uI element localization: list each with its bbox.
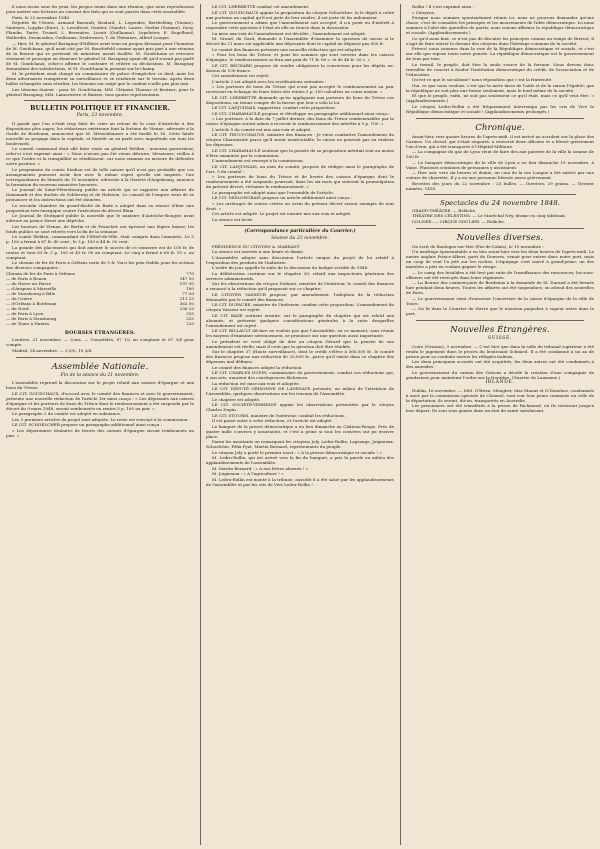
paragraph: Les témoins étaient : pour M. Goudchaux, MM. Clément Thomas et Kestner; pour le général Baraguay, MM. Lamoricière et Batiste, tous quatre représentants.	[6, 86, 194, 97]
paragraph: Le paragraphe 2 du comité est adopté en substance.	[12, 411, 122, 417]
column-1	[6, 4, 194, 845]
paragraph: Coire (Grisons), 3 novembre. — C'est hier que dans la salle du tribunal supérieur a été rendu le jugement dans le procès du lieutenant Schmied. Il a été condamné à un an de prison pour sa conduite envers les réfugiés italiens.	[406, 343, 594, 359]
paragraph: Cet article est adopté. Le projet est ensuite mis aux voix et adopté.	[212, 211, 352, 216]
paragraph: LE CIT. SOCIÉTÉ-VERHEIDE appuie les observations présentées par le citoyen Charles Dupin.	[206, 402, 394, 413]
paragraph: COLISÉE. — CIRQUE GOULIER. — Relâche.	[412, 218, 505, 224]
rail-line-price: 325	[186, 316, 194, 321]
rail-line-name: — de Strasbourg à Bâle	[6, 291, 56, 296]
paragraph: Oui, ce que nous voulons, c'est que la mère fasse de l'aide et de la raison l'égalité; que la république ne soit plus une forme seulement, mais le fond même de la société.	[406, 82, 594, 93]
rail-line-name: — d'Avignon à Marseille	[6, 286, 57, 291]
paragraph: Le banquet de la presse démocratique a eu lieu dimanche au Château-Rouge. Près de quatre mille convives y assistaient, et c'est à peine si tous les convives ont pu trouver place.	[206, 423, 394, 439]
rail-line-price: 77 50	[182, 291, 194, 296]
paragraph: LE CIT. BILLAULT déclare ne vouloir pas que l'Assemblée, en ce moment, sans réunir les moyens d'examiner sérieusement, se prononce sur une question aussi importante.	[206, 328, 394, 339]
paragraph: Madrid, 14 novembre. — 3 0/0, 19 3/4.	[12, 347, 93, 353]
paragraph: Le Journal de Saint-Pétersbourg publie un article qui se rapporte aux affaires du Danemark et des duchés de Schleswig et de Holstein. Le conseil de l'empire vient de se prononcer et les instructions ont été données.	[6, 187, 194, 202]
rail-line-price: 347 50	[179, 276, 194, 281]
paragraph: LE CITOYEN VASSEUR propose, par amendement, l'adoption de la réduction demandée par le comité des finances.	[206, 291, 394, 302]
paragraph: L'Assemblée adopte sans discussion l'article unique du projet de loi relatif à l'exposition des produits de l'industrie.	[206, 254, 394, 265]
paragraph: LE CIT. LANJUINAIS, au nom du comité, propose de rédiger ainsi le paragraphe de l'art. 5 du comité :	[206, 163, 394, 174]
irlande-paragraphs	[406, 388, 594, 414]
paragraph: LE CIT. GOUDCHAUX, d'accord avec le comité des finances et avec le gouvernement, présente une nouvelle rédaction de l'article 1er ainsi conçu : « Les déposants aux caisses d'épargne et les porteurs de bons du Trésor dont le remboursement a été suspendu par le décret du 9 mars 1848, seront remboursés en rentes 5 p. 100 au pair. »	[6, 390, 194, 411]
rail-line-price: 770	[186, 271, 194, 276]
paragraph: Le gouvernement a admis que l'amendement soit accepté; il n'a point eu d'intérêt à reprendre cette question à l'état où elle se trouve dans la discussion.	[206, 20, 394, 30]
paragraph: LE CIT. CHARAMAULE soutient que la pensée de sa proposition méritait tout au moins d'être examinée par la commission.	[206, 147, 394, 158]
paragraph: Les 3 premiers articles du projet sont adoptés. Le reste est renvoyé à la commission.	[12, 416, 189, 422]
column-3	[400, 4, 594, 845]
paragraph: La délibération continue sur le chapitre 30, relatif aux inspecteurs généraux des services administratifs.	[206, 270, 394, 281]
paragraph: LE CIT. STOURM, ministre de l'intérieur, combat les réductions.	[212, 412, 346, 418]
rail-line-price: 336 25	[179, 306, 194, 311]
paragraph: « Les porteurs de bons du Trésor qui n'ont pas accepté le remboursement au pair recevront en échange de leurs titres des rentes 5 p. 100 calculées au cours moyen. »	[206, 84, 394, 94]
paragraph: « Les arrérages de rentes créées en vertu du présent décret seront exempts de tout droit. »	[206, 200, 394, 211]
paragraph: Les bourses de Vienne, de Berlin et de Francfort ont éprouvé une légère baisse; les fonds publics se sont relevés vers la fin de la semaine.	[6, 223, 194, 234]
paragraph: Rollin ! Il s'est exprimé ainsi :	[412, 4, 474, 9]
rail-line-price: 220	[186, 321, 194, 326]
rail-line-price: 335	[186, 311, 194, 316]
divider	[424, 194, 576, 195]
paragraph: Sur le chapitre 37 (Haute surveillance), dont le crédit s'élève à 560,000 fr., le comité des finances propose une réduction de 20,000 fr., parce qu'il existe dans ce chapitre des dépenses mal définies.	[206, 349, 394, 365]
bulletin-date: Paris, 23 novembre.	[76, 112, 124, 118]
paragraph: Recettes des jours du 22 novembre : 23 bulles. — Ouvriers, 29 grains. — Dernier numéro, 1418.	[406, 180, 594, 191]
rail-line-price: 211 25	[179, 296, 194, 301]
divider	[416, 118, 584, 119]
paragraph: — Le camp des Invalides a été levé par suite de l'insuffisance des ressources; les sous-officiers ont été renvoyés dans leurs régiments.	[406, 269, 594, 280]
diverses-title: Nouvelles diverses.	[456, 232, 544, 243]
divider	[16, 357, 184, 358]
paragraph: — Le banquet démocratique de la ville de Lyon a eu lieu dimanche 19 novembre, à Vaise. Plusieurs centaines de personnes y assistaient.	[406, 159, 594, 170]
paragraph: M. Ledru-Rollin, qui est arrivé vers la fin du banquet, a pris la parole au milieu des applaudissements de l'assemblée.	[206, 455, 394, 466]
suisse-paragraphs	[406, 344, 594, 380]
foreign-bourses-paragraphs	[6, 337, 194, 353]
paragraph: THÉÂTRE DES CÉLESTINS. — Le Maréchal Ney, drame en cinq tableaux.	[412, 213, 566, 218]
paragraph: L'ordre du jour appelle la suite de la discussion du budget rectifié de 1848.	[212, 265, 369, 271]
paragraph: — La Bourse des commerçants de Bordeaux à la demande de M. Durand a été fermée hier pendant deux heures. Toutes les affaires ont été suspendues; on attend des nouvelles de Paris.	[406, 280, 594, 295]
foreign-bourses-title: BOURSES ÉTRANGÈRES.	[64, 330, 136, 336]
paragraph: LE CIT. BÉCHARD propose de rendre obligatoire la conversion pour les dépôts au-dessus de 100 francs.	[206, 62, 394, 73]
paragraph: LE CIT. LHERBETTE combat cet amendement.	[212, 4, 310, 9]
paragraph: M. Grand, du Gard, demande à l'Assemblée d'examiner la question de savoir si le décret du 21 mars est applicable aux déposants dont le capital ne dépasse pas 500 fr.	[206, 36, 394, 46]
paragraph: Le paragraphe est adopté ainsi que l'ensemble de l'article.	[212, 189, 334, 195]
paragraph: Ce qu'il nous faut, ce n'est pas de discuter les principes comme au temps de Brissot; il s'agit de faire entrer le dernier des citoyens dans l'héritage commun de la société.	[406, 35, 594, 46]
paragraph: Les deux principaux accusés ont été acquittés; les deux autres ont été condamnés à des amendes.	[406, 359, 594, 370]
paragraph: Et que le peuple, enfin, ne soit pas seulement ce qu'il était, mais ce qu'il veut être. » (Applaudissements.)	[406, 93, 594, 103]
paragraph: PRÉSIDENCE DU CITOYEN A. MARRAST.	[212, 243, 301, 249]
paragraph: L'article 2 est adopté avec les rectifications suivantes :	[212, 78, 327, 84]
paragraph: Parmi les assistants on remarquait les citoyens Joly, Ledru-Rollin, Lagrange, Joigneaux, Schoelcher, Félix Pyat, Martin Bernard, représentants du peuple.	[206, 439, 394, 450]
paragraph: Paris, le 23 novembre 1848.	[12, 14, 71, 20]
paragraph: Frères! nous sommes dans la voie de la République démocratique et sociale, et c'est sur elle que repose toute notre pensée. La république démocratique est le gouvernement de tous par tous.	[406, 46, 594, 61]
paragraph: LE CIT. LANJUINAIS, rapporteur, combat cette proposition.	[212, 105, 337, 110]
paragraph: LE CIT. LHERBETTE demande qu'en appliquant aux porteurs de bons du Trésor ces dispositions, on tienne compte de la faveur que leur a valu la loi.	[206, 94, 394, 105]
diverses-paragraphs	[406, 244, 594, 317]
paragraph: LE CIT. CHARAMAULE propose et développe un paragraphe additionnel ainsi conçu :	[212, 110, 391, 116]
paragraph: « Les dépositaires titulaires de livrets des caisses d'épargne seront remboursés au pair. »	[6, 427, 194, 438]
paragraph: LE CIT. DESLONGRAIS propose un article additionnel ainsi conçu :	[212, 195, 353, 200]
assembly-paragraphs	[6, 380, 194, 438]
bulletin-title: BULLETIN POLITIQUE ET FINANCIER.	[30, 104, 170, 112]
table-row	[6, 321, 194, 326]
paragraph: Le conseil communal était allé faire visite au général Welden : nouveau gouverneur, celui-ci s'est exprimé ainsi : « Nous n'avons pas été venus détruire, Messieurs; veillez à ce que l'ordre et la tranquillité se rétablissent, car nous sommes en mesure de défendre notre position. »	[6, 146, 194, 166]
paragraph: M. Joigneaux : « A l'agriculture ! »	[212, 471, 284, 477]
paragraph: On écrit de Boulogne-sur-Mer (Pas-de-Calais), le 19 novembre :	[412, 243, 544, 249]
rail-line-name: — du Nord	[6, 306, 29, 311]
paragraph: La séance est levée.	[212, 216, 254, 222]
paragraph: Avant-hier, vers quatre heures de l'après-midi, il est arrivé un accident sur la place des Carmes. Un cheval, qui s'était emporté, a renversé deux officiers et a blessé grièvement l'un d'eux, qui a été transporté à l'Hôpital-Militaire.	[406, 133, 594, 149]
paragraph: L'amendement est renvoyé à la commission.	[212, 158, 304, 163]
divider	[24, 100, 176, 101]
chronique-paragraphs	[406, 134, 594, 191]
suisse-label: SUISSE.	[487, 336, 513, 341]
paragraph: Puisque nous sommes spontanément réunis ici, nous ne pouvons demander qu'une chose, c'est de connaître les principes et les mouvements de l'idée démocratique. Ici nous sommes à l'abri des querelles de partis; nous venons affirmer la république démocratique et sociale. (Applaudissements.)	[406, 15, 594, 35]
paragraph: Il est passé outre à cette réduction, et l'article est adopté.	[212, 418, 333, 424]
paragraph: LE CIT. CHARLES DUPIN, commissaire du gouvernement, combat ces réductions qui, à son avis, auraient des conséquences fâcheuses.	[206, 370, 394, 381]
session-paragraphs	[206, 244, 394, 487]
rail-line-name: — de Tours à Nantes	[6, 321, 50, 326]
paragraph: Le gouvernement du canton des Grisons a décidé la création d'une compagnie de gendarmes pour maintenir l'ordre sur la frontière. (Gazette de Lausanne.)	[406, 369, 594, 380]
correspondence-title: (Correspondance particulière du Courrier.)	[244, 228, 356, 234]
paragraph: Le travail, le peuple, doit être la seule source de la fortune. Nous devons donc travailler de concert à fonder l'institution démocratique du crédit, de l'association et de l'éducation.	[406, 61, 594, 77]
rail-line-name: — de Paris à Lyon	[6, 311, 44, 316]
paragraph: Sur les observations du citoyen Dufaure, ministre de l'intérieur, le comité des finances a renoncé à la réduction qu'il proposait sur ce chapitre.	[206, 281, 394, 292]
paragraph: Le citoyen Ledru-Rollin a été fréquemment interrompu par les cris de Vive la République démocratique et sociale ! (Applaudissements prolongés.)	[406, 103, 594, 114]
chronique-title: Chronique.	[475, 122, 525, 133]
paragraph: Un naufrage épouvantable a eu lieu avant-hier vers les deux heures de l'après-midi. Le navire anglais Prince-Albert, parti de Douvres, venait pour entrer dans notre port, mais un coup de vent l'a jeté sur les roches. L'équipage s'est sauvé à grand'peine; un des matelots a péri en voulant gagner le rivage.	[406, 249, 594, 269]
rail-line-name: — du Centre	[6, 296, 33, 301]
paragraph: La séance est ouverte à une heure et demie.	[212, 249, 305, 255]
paragraph: Il paraît que l'on s'était trop hâté de crier au retour de la cour d'Autriche à des dispositions plus sages; les rédacteurs extérieurs font la fortune de Vienne, adressée à la Garde de Bordeaux, annoncent que M. Messenhauser a été fusillé le 16. Cette fatale nouvelle se propage dans la capitale, et bientôt on en parle avec inquiétude sur tous les boulevards.	[6, 120, 194, 146]
paragraph: « Les porteurs, à la date du 7 juillet dernier, des bons du Trésor remboursables par la caisse d'épargne seront admis à recevoir le remboursement des intérêts à 5 p. 100. »	[206, 116, 394, 126]
paragraph: M. le président avait chargé un commissaire de police d'empêcher ce duel; mais les deux adversaires trompèrent sa surveillance et se rendirent sur le terrain. Après deux balles échangées sans résultat, les témoins ont exigé que le combat n'aille pas plus loin.	[6, 71, 194, 86]
paragraph: LE CIT. DÉPUTÉ GRISONNE DE LAVENAYE présente, au milieu de l'attention de l'Assemblée, quelques observations sur les travaux de l'Assemblée.	[206, 386, 394, 397]
paragraph: Le Journal de Stuttgard publie la nouvelle que le ministre d'Autriche-Hongrie avait adressé au prince Henri une dépêche.	[6, 213, 194, 223]
top-paragraphs	[6, 4, 194, 97]
paragraph: « Pour les bons du Trésor, et pour les sommes qui sont versées dans les caisses d'épargne, le remboursement se fera aux prix de 71 fr. 60 c. et de 46 fr. 50 c. »	[206, 52, 394, 62]
paragraph: Cet amendement est rejeté.	[212, 73, 270, 78]
spectacles-paragraphs	[406, 208, 594, 224]
paragraph: « Les porteurs de bons du Trésor et de livrets des caisses d'épargne dont le remboursement a été suspendu pourront, dans les six mois qui suivront la promulgation du présent décret, réclamer le remboursement. »	[206, 174, 394, 189]
paragraph: M. Ledru-Rollin est monté à la tribune; aussitôt il a été salué par les applaudissements de l'assemblée et par les cris de Vive Ledru-Rollin !	[206, 476, 394, 487]
rail-line-name: — d'Orléans à Bordeaux	[6, 301, 57, 306]
paragraph: La grande des placements qui doit amener le succès de ce semestre est de 100 fr. de rentes et vaut 63 fr. 5 p. 100 et 43 fr. 90 au comptant. Le cinq a fermé à 68 fr. 10 c. au comptant.	[6, 244, 194, 260]
paragraph: Dublin, 16 novembre. — MM. O'Brien, Meagher, Mac-Manus et O'Donohoe, condamnés à mort par la commission spéciale de Clonmel, vont voir leur peine commuée en celle de la déportation; ils seront, dit-on, transportés en Australie.	[406, 387, 594, 403]
paragraph: — Hier, M. le général Baraguay-d'Hilliers avait tenu un propos blessant pour l'honneur de M. Goudchaux, qu'il avait cité par M. Bouchefeld comme ayant pris part à une réunion de la Bourse qui se porterait de ministère aurait fusillés. M. Goudchaux se retrouve vivement et provoque en demeure le général M. Baraguay ayant dû qu'il n'avait pas parlé de M. Goudchaux, celui-ci affirme le contraire et réitère sa déclaration. M. Baraguay demandant des satisfactions, et M. Goudchaux la prenant sur-le-champ.	[6, 40, 194, 71]
paragraph: — On lit dans le Courrier du Havre que le nouveau paquebot à vapeur entre dans le port.	[406, 306, 594, 316]
paragraph: Députés de l'Ouest, Armand Barrault, Boulard, L. Legendre, Berthelémy (Vienne), Santeyra, Loyglas (Eure), L. Lerniltosé, Gautier, Chaulet, Laurie, Ouehie (Somme), Duvy, Flandin, Tarée, Truard, L. Berenière, Lesuit (Guillaume), Lepeletier, E. Engelhard, Walferdin, Desmoulins, Guillaume, Desbrosses, T. de Thémines, Alfred Louque.	[6, 20, 194, 40]
paragraph: LE CIT. BAZE soutient ensuite, sur le paragraphe du chapitre qui est relatif aux abonnés, et présente quelques considérations générales à la suite desquelles l'amendement est rejeté.	[206, 312, 394, 328]
paragraph: LE CIT. DUFAURE, ministre de l'intérieur, combat cette proposition. L'amendement du citoyen Vasseur est rejeté.	[206, 302, 394, 313]
session-subtitle: Séance du 23 novembre.	[271, 236, 329, 242]
paragraph: Qu'est-ce que le socialisme? nous répondons que c'est la fraternité.	[412, 77, 553, 82]
paragraph: Le comte Welden, commandant de l'Hôtel-de-Ville, était compris dans l'amnistie. Le 5 p. 100 a fermé à 67 fr. 40 cent.; le 3 p. 100 à 44 fr. 50 cent.	[6, 234, 194, 244]
paragraph: L'Assemblée reprend la discussion sur le projet relatif aux caisses d'épargne et aux bons du Trésor.	[6, 380, 194, 391]
rail-line-price: 197 50	[179, 281, 194, 286]
paragraph: — Hier soir, vers six heures et demie, un coin de la rue Longue a été enlevé par une voiture de charrette. Il y a eu une personne blessée assez grièvement.	[406, 170, 594, 180]
rail-line-name: Chemin de fer de Paris à Orléans	[6, 271, 75, 276]
spectacles-title: Spectacles du 24 novembre 1848.	[439, 198, 561, 207]
rail-line-name: — de Paris à Strasbourg	[6, 316, 57, 321]
etrangeres-title: Nouvelles Étrangères.	[450, 325, 550, 335]
paragraph: Le président se croit obligé de dire au citoyen Gérard que la pensée de son amendement est réelle; mais il croit que la question doit être étudiée.	[206, 338, 394, 349]
paragraph: Le seconde chambre du grand-duché de Bade a adopté dans sa séance d'hier une proposition très-énergique contre l'exécution du décret Blum.	[6, 202, 194, 213]
paragraph: LE CIT. SCHOELCHER propose un paragraphe additionnel ainsi conçu :	[12, 422, 162, 428]
assembly-title: Assemblée Nationale.	[51, 361, 149, 372]
rail-line-price: 180	[186, 286, 194, 291]
paragraph: « Citoyens,	[412, 9, 436, 15]
speech-paragraphs	[406, 4, 594, 114]
paragraph: GRAND-THÉÂTRE. — Relâche.	[412, 207, 477, 213]
paragraph: il nous avons sous les yeux, les propos tenus dans une réunion, que nous reproduisons pour mettre nos lecteurs au courant des faits qui se sont passés dans cette assemblée.	[6, 4, 194, 14]
paragraph: Le comité des finances adopte la réduction.	[212, 364, 303, 370]
paragraph: Le programme du comte Stadion est de telle nature qu'il n'est pas probable que ces arrangements puissent avoir lieu avec le même esprit qu'elle ont inspirés. Une correspondance de Munich du 15 novembre, adressée à la Gazette d'Augsbourg, annonce la formation du nouveau ministère bavarois.	[6, 166, 194, 187]
column-2	[200, 4, 394, 845]
paragraph: Le chemin de fer de Paris à Orléans varie de 5 fr. Voici les prix établis pour les actions des diverses compagnies :	[6, 260, 194, 270]
paragraph: Les prisonniers ont été transférés à la prison de Richmond, où ils resteront jusqu'à leur départ. Ils sont tous quatre dans un état de santé satisfaisant.	[406, 403, 594, 414]
divider	[416, 228, 584, 229]
paragraph: L'article 5 du comité est mis aux voix et adopté.	[212, 126, 312, 132]
divider	[224, 225, 376, 226]
rail-line-price: 362 50	[179, 301, 194, 306]
railway-quotes-table	[6, 271, 194, 326]
paragraph: Le citoyen Joly a porté le premier toast : « A la presse démocratique et sociale ! »	[212, 449, 382, 455]
paragraph: LE CIT. GOUDCHAUX appuie la proposition du citoyen Schoelcher. Si le dépôt a coûté aux porteurs un capital qu'il est juste de leur rendre, il est juste de les indemniser.	[206, 9, 394, 20]
paragraph: — Le gouvernement vient d'autoriser l'ouverture de la caisse d'épargne de la ville de Tours.	[406, 295, 594, 306]
paragraph: Londres, 21 novembre. — Cons. — Consolidés, 87 1/2 au comptant et 87 3/8 pour compte.	[6, 337, 194, 347]
divider	[416, 320, 584, 321]
debate-paragraphs	[206, 4, 394, 222]
paragraph: M. Martin Bernard : « A nos frères absents ! »	[212, 465, 309, 471]
paragraph: Le comité des finances présente une nouvelle rédaction qui est adoptée.	[212, 46, 363, 52]
paragraph: La mise aux voix de l'amendement est décidée ; l'amendement est adopté.	[212, 30, 367, 36]
rail-line-name: — de Paris à Rouen	[6, 276, 47, 281]
rail-line-name: — du Havre au Havre	[6, 281, 52, 286]
irlande-label: IRLANDE.	[485, 380, 515, 386]
paragraph: Le chapitre est adopté.	[212, 396, 261, 402]
paragraph: La réduction est mise aux voix et adoptée.	[212, 380, 300, 386]
bulletin-paragraphs	[6, 121, 194, 271]
paragraph: — La compagnie du gaz de Lyon vient de faire des aux pauvres de la ville la somme de 500 fr.	[406, 149, 594, 159]
paragraph: LE CIT. TRUCY-CHAUVE, ministre des finances : Je viens combattre l'amendement du citoyen Charamaule parce qu'il serait inexécutable; la caisse ne pourrait pas en réaliser les dépenses.	[206, 132, 394, 147]
assembly-subtitle: Fin de la séance du 21 novembre.	[60, 372, 140, 378]
